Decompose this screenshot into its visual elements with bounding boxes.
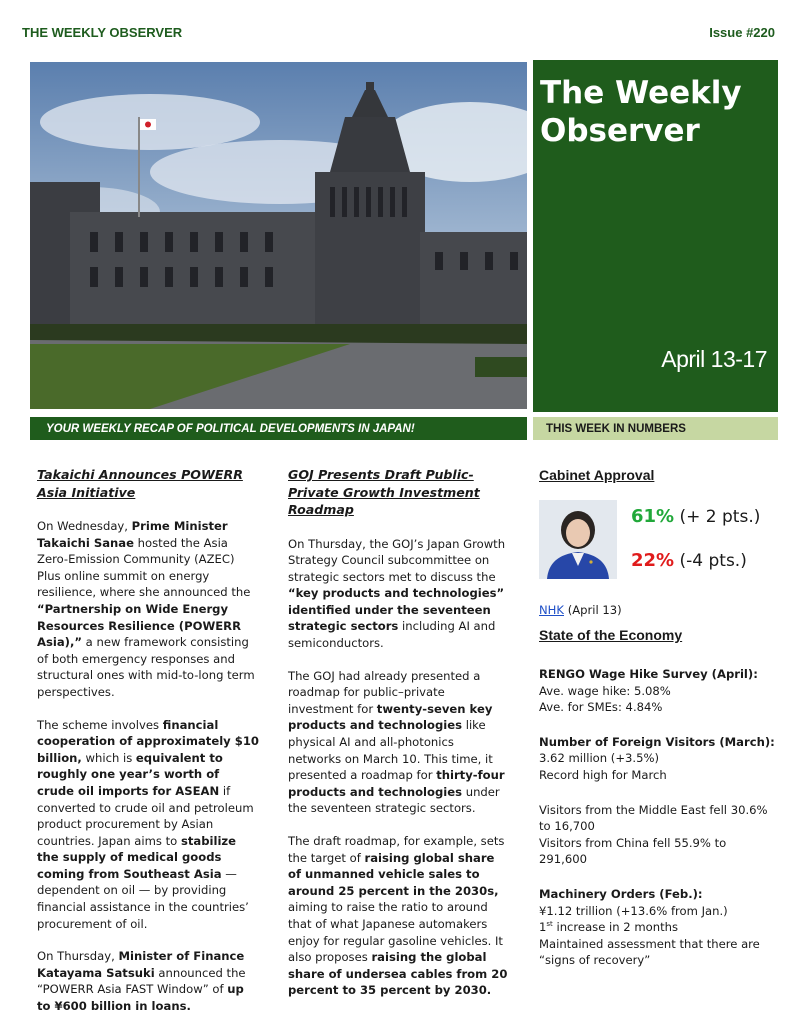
disapproval-percent: 22% [631, 550, 675, 571]
prime-minister-portrait [539, 500, 617, 579]
tagline-bar [30, 417, 527, 440]
rengo-label: RENGO Wage Hike Survey (April): [539, 667, 758, 681]
numbers-bar [533, 417, 778, 440]
disapproval-change: (-4 pts.) [679, 551, 747, 571]
approval-percent: 61% [631, 506, 675, 527]
poll-source [539, 602, 775, 618]
rengo-line: Ave. wage hike: 5.08% [539, 683, 671, 698]
cover-photo-national-diet [30, 62, 527, 409]
cabinet-approval [539, 500, 775, 590]
visitors-china: Visitors from China fell 55.9% to 291,600 [539, 835, 727, 867]
numbers-bar-label: THIS WEEK IN NUMBERS [546, 422, 686, 435]
disapproval-stat [631, 550, 747, 571]
masthead-panel [533, 60, 778, 412]
article-paragraph: The GOJ had already presented a roadmap for public–private investment for twenty-seven key products and technologies like physical AI and all-photonics networks on March 10. This time, it presented a roadmap for thirty-four products and technologies under the seventeen strategic sectors. [288, 668, 505, 816]
machinery-label: Machinery Orders (Feb.): [539, 886, 703, 901]
approval-change: (+ 2 pts.) [679, 507, 761, 527]
publication-name: THE WEEKLY OBSERVER [22, 24, 183, 40]
article-paragraph: On Thursday, the GOJ’s Japan Growth Strategy Council subcommittee on strategic sectors met to discuss the “key products and technologies” identified under the seventeen strategic sectors including AI and semiconductors. [288, 536, 506, 651]
rengo-survey [539, 666, 775, 716]
nhk-source-link[interactable]: NHK [539, 603, 564, 617]
article-paragraph: On Thursday, Minister of Finance Katayama Satsuki announced the “POWERR Asia FAST Window” of up to ¥600 billion in loans. [37, 949, 246, 1014]
visitors-detail [539, 802, 775, 868]
article-paragraph: The draft roadmap, for example, sets the target of raising global share of unmanned vehicle sales to around 25 percent in the 2030s, aiming to raise the ratio to around that of what Japanese automakers enjoy for regular gasoline vehicles. It also proposes raising the global share of undersea cables from 20 percent to 35 percent by 2030. [288, 834, 508, 998]
article-growth-roadmap [288, 466, 510, 1015]
visitors-line: 3.62 million (+3.5%) [539, 751, 660, 766]
machinery-increase: increase in 2 months [552, 920, 679, 935]
poll-source-date: (April 13) [567, 603, 622, 617]
machinery-line: ¥1.12 trillion (+13.6% from Jan.) [539, 903, 728, 918]
tagline-text: YOUR WEEKLY RECAP OF POLITICAL DEVELOPMENTS IN JAPAN! [46, 422, 415, 435]
visitors-label: Number of Foreign Visitors (March): [539, 734, 775, 749]
masthead-dates: April 13-17 [661, 346, 767, 372]
visitors-middle-east: Visitors from the Middle East fell 30.6% to 16,700 [539, 802, 768, 834]
issue-number: Issue #220 [709, 24, 775, 40]
foreign-visitors [539, 734, 775, 784]
top-bar [22, 22, 775, 42]
rengo-line: Ave. for SMEs: 4.84% [539, 700, 663, 715]
article-headline: Takaichi Announces POWERR Asia Initiative [37, 467, 243, 500]
machinery-line [539, 919, 775, 936]
article-paragraph: On Wednesday, Prime Minister Takaichi Sanae hosted the Asia Zero-Emission Community (AZEC) Plus online summit on energy resilience, where she announced the “Partnership on Wide Energy Resources Resilience (POWERR Asia),” a new framework consisting of both emergency responses and structural ones with mid-to-long term perspectives. [37, 519, 255, 699]
economy-title: State of the Economy [539, 627, 683, 643]
machinery-ordinal: 1 [539, 920, 547, 935]
visitors-line: Record high for March [539, 767, 667, 782]
article-headline: GOJ Presents Draft Public-Private Growth Investment Roadmap [288, 467, 480, 517]
cabinet-approval-title: Cabinet Approval [539, 467, 655, 483]
approval-stat [631, 506, 761, 527]
article-powerr-asia [37, 466, 259, 1024]
masthead-title: The Weekly Observer [540, 75, 742, 149]
machinery-line: Maintained assessment that there are “signs of recovery” [539, 936, 760, 968]
article-paragraph: The scheme involves financial cooperation of approximately $10 billion, which is equivalent to roughly one year’s worth of crude oil imports for ASEAN if converted to crude oil and petroleum product procurement by Asian countries. Japan aims to stabilize the supply of medical goods coming from Southeast Asia — dependent on oil — by providing financial assistance in the countries’ procurement of oil. [37, 717, 259, 931]
machinery-orders [539, 886, 775, 969]
machinery-ordinal-suffix: st [546, 920, 553, 929]
numbers-column [539, 466, 775, 987]
